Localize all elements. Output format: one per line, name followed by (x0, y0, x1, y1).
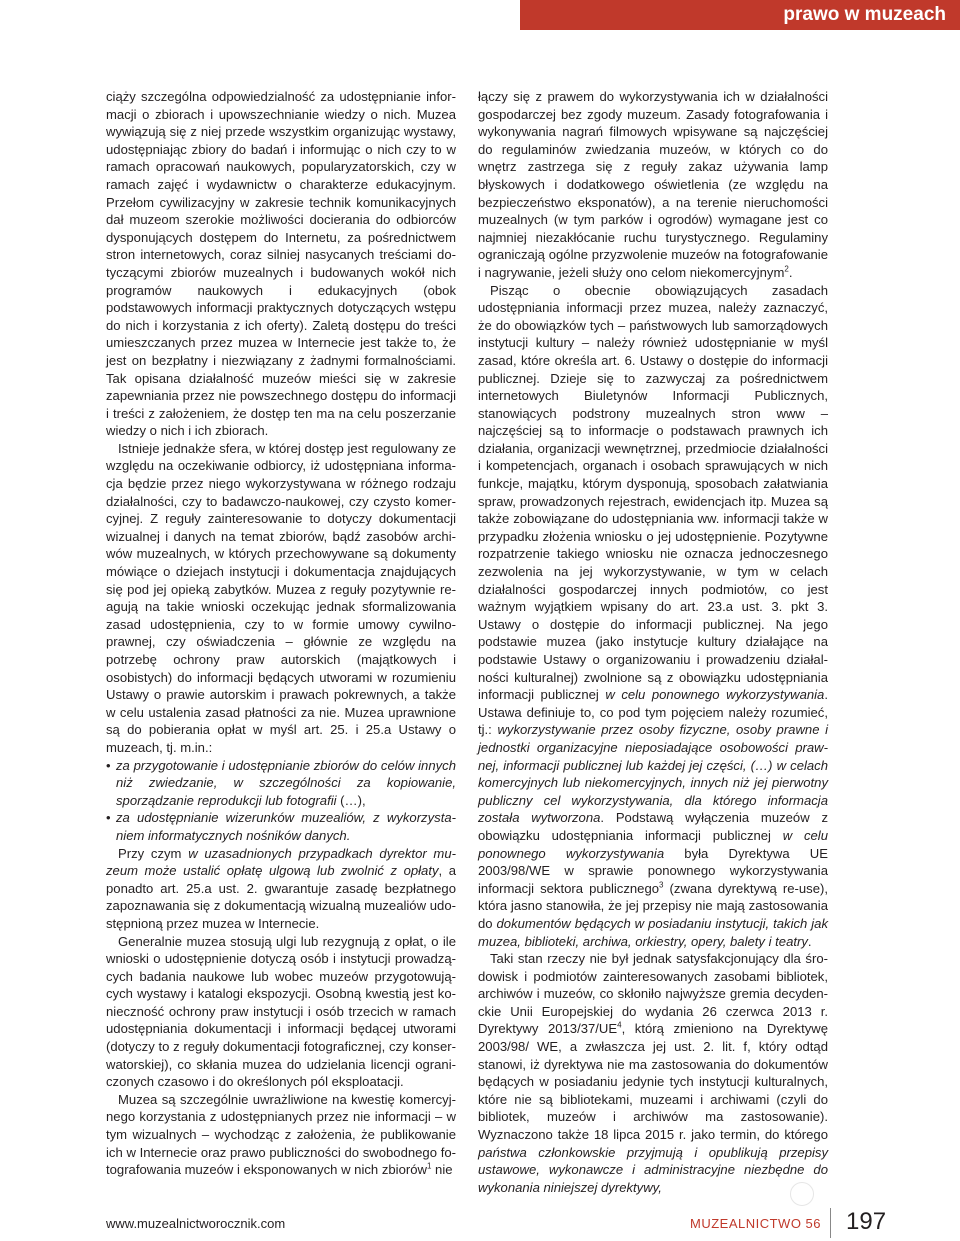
list-item (106, 809, 456, 844)
footnote-ref: 2 (784, 264, 789, 274)
paragraph (106, 845, 456, 933)
quote: dokumentów będących w posiadaniu instytucji, takich jak muzea, biblioteki, archiwa, orkiestry, opery, balety i teatry (478, 915, 829, 949)
quote: wykorzystywanie przez osoby fizyczne, osoby prawne i jednostki organizacyjne nieposiadające osobowości prawnej, informacji publicznej lub każdej jej części, (…) w celach komercyjnych lub niekomercyjnych, innych niż jej pierwotny publiczny cel wykorzystywania, dla którego informacja została wytworzona (478, 722, 828, 826)
text-run: , którą zmieniono na Dyrektywę 2003/98/ WE, a zwłaszcza jej ust. 2. lit. f, który odtąd stanowi, iż dyrektywa nie ma zastosowania do dokumentów będących w posiadaniu jedynie tych instytucji kulturalnych, które nie są bibliotekami, muzeami i archiwami (czyli do bibliotek, muzeów i archiwów ma zastosowanie). Wyznaczono także 18 lipca 2015 r. jako termin, do którego (478, 1021, 828, 1143)
text-run: była Dyrektywa UE 2003/98/WE w sprawie ponownego wykorzystywania informacji sektora publicznego (478, 845, 828, 896)
quote: państwa członkowskie przyjmują i opublikują przepisy ustawowe, wykonawcze i administracyjne niezbędne do wykonania niniejszej dyrektywy, (478, 1144, 828, 1195)
watermark-seal-icon (790, 1182, 814, 1206)
list-item-text (116, 809, 456, 844)
bullet-icon: • (106, 757, 111, 773)
footer-divider (830, 1208, 831, 1238)
text-run: . Podstawą wyłączenia muzeów z obowiązku udostępniania informacji publicznej (478, 810, 828, 843)
section-title: prawo w muzeach (783, 4, 946, 25)
list-item-tail: (…), (336, 792, 366, 808)
footnote-ref: 1 (426, 1161, 432, 1171)
paragraph (478, 950, 828, 1196)
bullet-icon: • (106, 810, 111, 826)
text-run: . (807, 933, 812, 949)
text-run: łączy się z prawem do wykorzystywania ich w działalności gospodarczej bez zgody muzeum. Zasady fotografowania i wykonywania nagrań filmowych wpisywane są najczęściej do regulaminów zwiedzania muzeów, w których co do wnętrz zastrzega się z reguły zakaz używania lamp błyskowych i dodatkowego oświetlenia (ze względu na bezpieczeństwo eksponatów), a na terenie nieruchomości muzealnych (w tym parków i ogrodów) wymagane jest co najmniej niezakłócanie ruchu turystycznego. Regulaminy ograniczają ogólne przyzwolenie muzeów na fotografowanie i nagrywanie, jeżeli służy ono celom niekomercyjnym (478, 89, 828, 280)
page-number: 197 (846, 1208, 887, 1235)
quote: w celu ponownego wykorzystywania (478, 827, 828, 861)
paragraph: Generalnie muzea stosują ulgi lub rezygnują z opłat, o ile wnioski o udostępnienie dotyczą osób i instytucji prowadzących badania naukowe lub wobec muzeów przygotowujących wystawy i katalogi ekspozycji. Osobną kwestią jest konieczność ochrony praw instytucji i osób trzecich w ramach udostępniania dokumentacji i informacji będącej utworami (dotyczy to z reguły dokumentacji fotograficznej, czy konserwatorskiej), co skłania muzea do udzielania licencji ograniczonych czasowo i do określonych pól eksploatacji. (106, 933, 456, 1090)
quote: w uzasadnionych przypadkach dyrektor muzeum może ustalić opłatę ulgową lub zwolnić z opłaty (106, 845, 456, 879)
paragraph: Istnieje jednakże sfera, w której dostęp jest regulowany ze względu na oczekiwanie odbiorcy, iż udostępniana informacja będzie przez niego wykorzystywana w różnego rodzaju działalności, czy to badawczo-naukowej, czy czysto komercyjnej. Z reguły zainteresowanie to dotyczy dokumentacji wizualnej i danych na temat zbiorów, bądź zasobów archiwów muzealnych, w których przechowywane są dokumenty mówiące o dziejach instytucji i dokumentacja znajdujących się pod jej opieką zabytków. Muzea z reguły pozytywnie reagują na takie wnioski oczekując jednak sformalizowania zasad udostępnienia, czy to w formie umowy cywilno-prawnej, czy oświadczenia – głównie ze względu na potrzebę ochrony praw autorskich (majątkowych i osobistych) do informacji będących utworami w rozumieniu Ustawy o prawie autorskim i prawach pokrewnych, a także w celu ustalenia zasad płatności za nie. Muzea uprawnione są do pobierania opłat w myśl art. 25. i 25.a Ustawy o muzeach, tj. m.in.: (106, 440, 456, 755)
footnote-ref: 4 (617, 1021, 622, 1031)
list-item-quote: za przygotowanie i udostępnianie zbiorów do celów innych niż zwiedzanie, w szczególności za kopiowanie, sporządzanie reprodukcji lub fotografii (116, 757, 456, 808)
left-column (106, 88, 456, 1179)
paragraph: ciąży szczególna odpowiedzialność za udostępnianie informacji o zbiorach i upowszechnianie wiedzy o nich. Muzea wywiązują się z niej przede wszystkim organizując wystawy, udostępniając zbiory do badań i informując o nich czy to w ramach opracowań naukowych, popularyzatorskich, czy w ramach zajęć i wydawnictw o charakterze edukacyjnym. Przełom cywilizacyjny w zakresie technik komunikacyjnych dał muzeom szerokie możliwości docierania do odbiorców dysponujących dostępem do Internetu, za pośrednictwem stron internetowych, coraz silniej nasycanych treściami dotyczącymi zbiorów muzealnych i budowanych wokół nich programów naukowych i edukacyjnych (obok podstawowych informacji praktycznych dotyczących wstępu do nich i korzystania z ich oferty). Zaletą dostępu do treści umieszczanych przez muzea w Internecie jest także to, że jest on bezpłatny i niezwiązany z żadnymi formalnościami. Tak opisana działalność muzeów mieści się w zakresie zapewniania przez nie powszechnego dostępu do informacji i treści z założeniem, że dostęp ten ma na celu poszerzanie wiedzy o nich i ich zbiorach. (106, 89, 456, 439)
paragraph (478, 282, 828, 951)
text-run: , a ponadto art. 25.a ust. 2. gwarantuje zasadę bezpłatnego zapoznawania się z dokumentacją wizualną muzealiów udostępnioną przez muzea w Internecie. (106, 863, 456, 931)
footer-url: www.muzealnictworocznik.com (106, 1216, 286, 1231)
text-run: Taki stan rzeczy nie był jednak satysfakcjonujący dla środowisk i podmiotów zainteresowanych zasobami bibliotek, archiwów i muzeów, co skłoniło najwyższe gremia decydenckie Unii Europejskiej do wydania 26 czerwca 2013 r. Dyrektywy 2013/37/UE (478, 951, 828, 1037)
text-run: Przy czym (118, 845, 189, 861)
right-column (478, 88, 828, 1196)
quote: w celu ponownego wykorzystywania (605, 687, 825, 703)
text-run: nie (431, 1162, 453, 1178)
paragraph (478, 88, 828, 282)
section-header-bar (520, 0, 960, 30)
text-run: (zwana dyrektywą re-use), która jasno stanowiła, że jej przepisy nie mają zastosowania do (478, 880, 828, 931)
footer-journal-name: MUZEALNICTWO 56 (690, 1216, 822, 1231)
text-run: Muzea są szczególnie uwrażliwione na kwestię komercyjnego korzystania z udostępnianych przez nie informacji – w tym wizualnych – wychodząc z założenia, że publikowanie ich w Internecie oraz prawo publiczności do swobodnego fotografowania muzeów i eksponowanych w nich zbiorów (106, 1091, 456, 1178)
list-item-text (116, 757, 456, 810)
text-run: Pisząc o obecnie obowiązujących zasadach udostępniania informacji przez muzea, należy zaznaczyć, że do obowiązków tych – państwowych lub samorządowych instytucji kultury – należy również udostępnianie w myśl zasad, które określa art. 6. Ustawy o dostępie do informacji publicznej. Dzieje się to zazwyczaj za pośrednictwem internetowych Biuletynów Informacji Publicznych, stanowiących podstrony muzealnych stron www – najczęściej są to informacje o podstawach prawnych ich działania, organizacji wewnętrznej, przedmiocie działalności i kompetencjach, organach i osobach sprawujących w nich funkcje, majątku, którym dysponują, sposobach załatwiania spraw, prowadzonych rejestrach, ewidencjach itp. Muzea są także zobowiązane do udostępniania ww. informacji także w przypadku złożenia wniosku o jej udostępnienie. Pozytywne rozpatrzenie takiego wniosku nie oznacza jednoczesnego zezwolenia na jej wykorzystywanie, w tym w celach działalności gospodarczej innych podmiotów, co jest ważnym wyjątkiem wpisany do art. 23.a ust. 3. pkt 3. Ustawy o dostępie do informacji publicznej. Na jego podstawie muzea (jako instytucje kultury działające na podstawie Ustawy o organizowaniu i prowadzeniu działalności kulturalnej) zwolnione są z obowiązku udostępniania informacji publicznej (478, 282, 828, 703)
list-item (106, 757, 456, 810)
footnote-ref: 3 (659, 880, 664, 890)
text-run: . (788, 264, 793, 280)
list-item-quote: za udostępnianie wizerunków muzealiów, z wykorzystaniem informatycznych nośników danych. (116, 810, 456, 843)
text-run: . Ustawa definiuje to, co pod tym pojęciem należy rozumieć, tj.: (478, 687, 828, 738)
paragraph (106, 1091, 456, 1179)
